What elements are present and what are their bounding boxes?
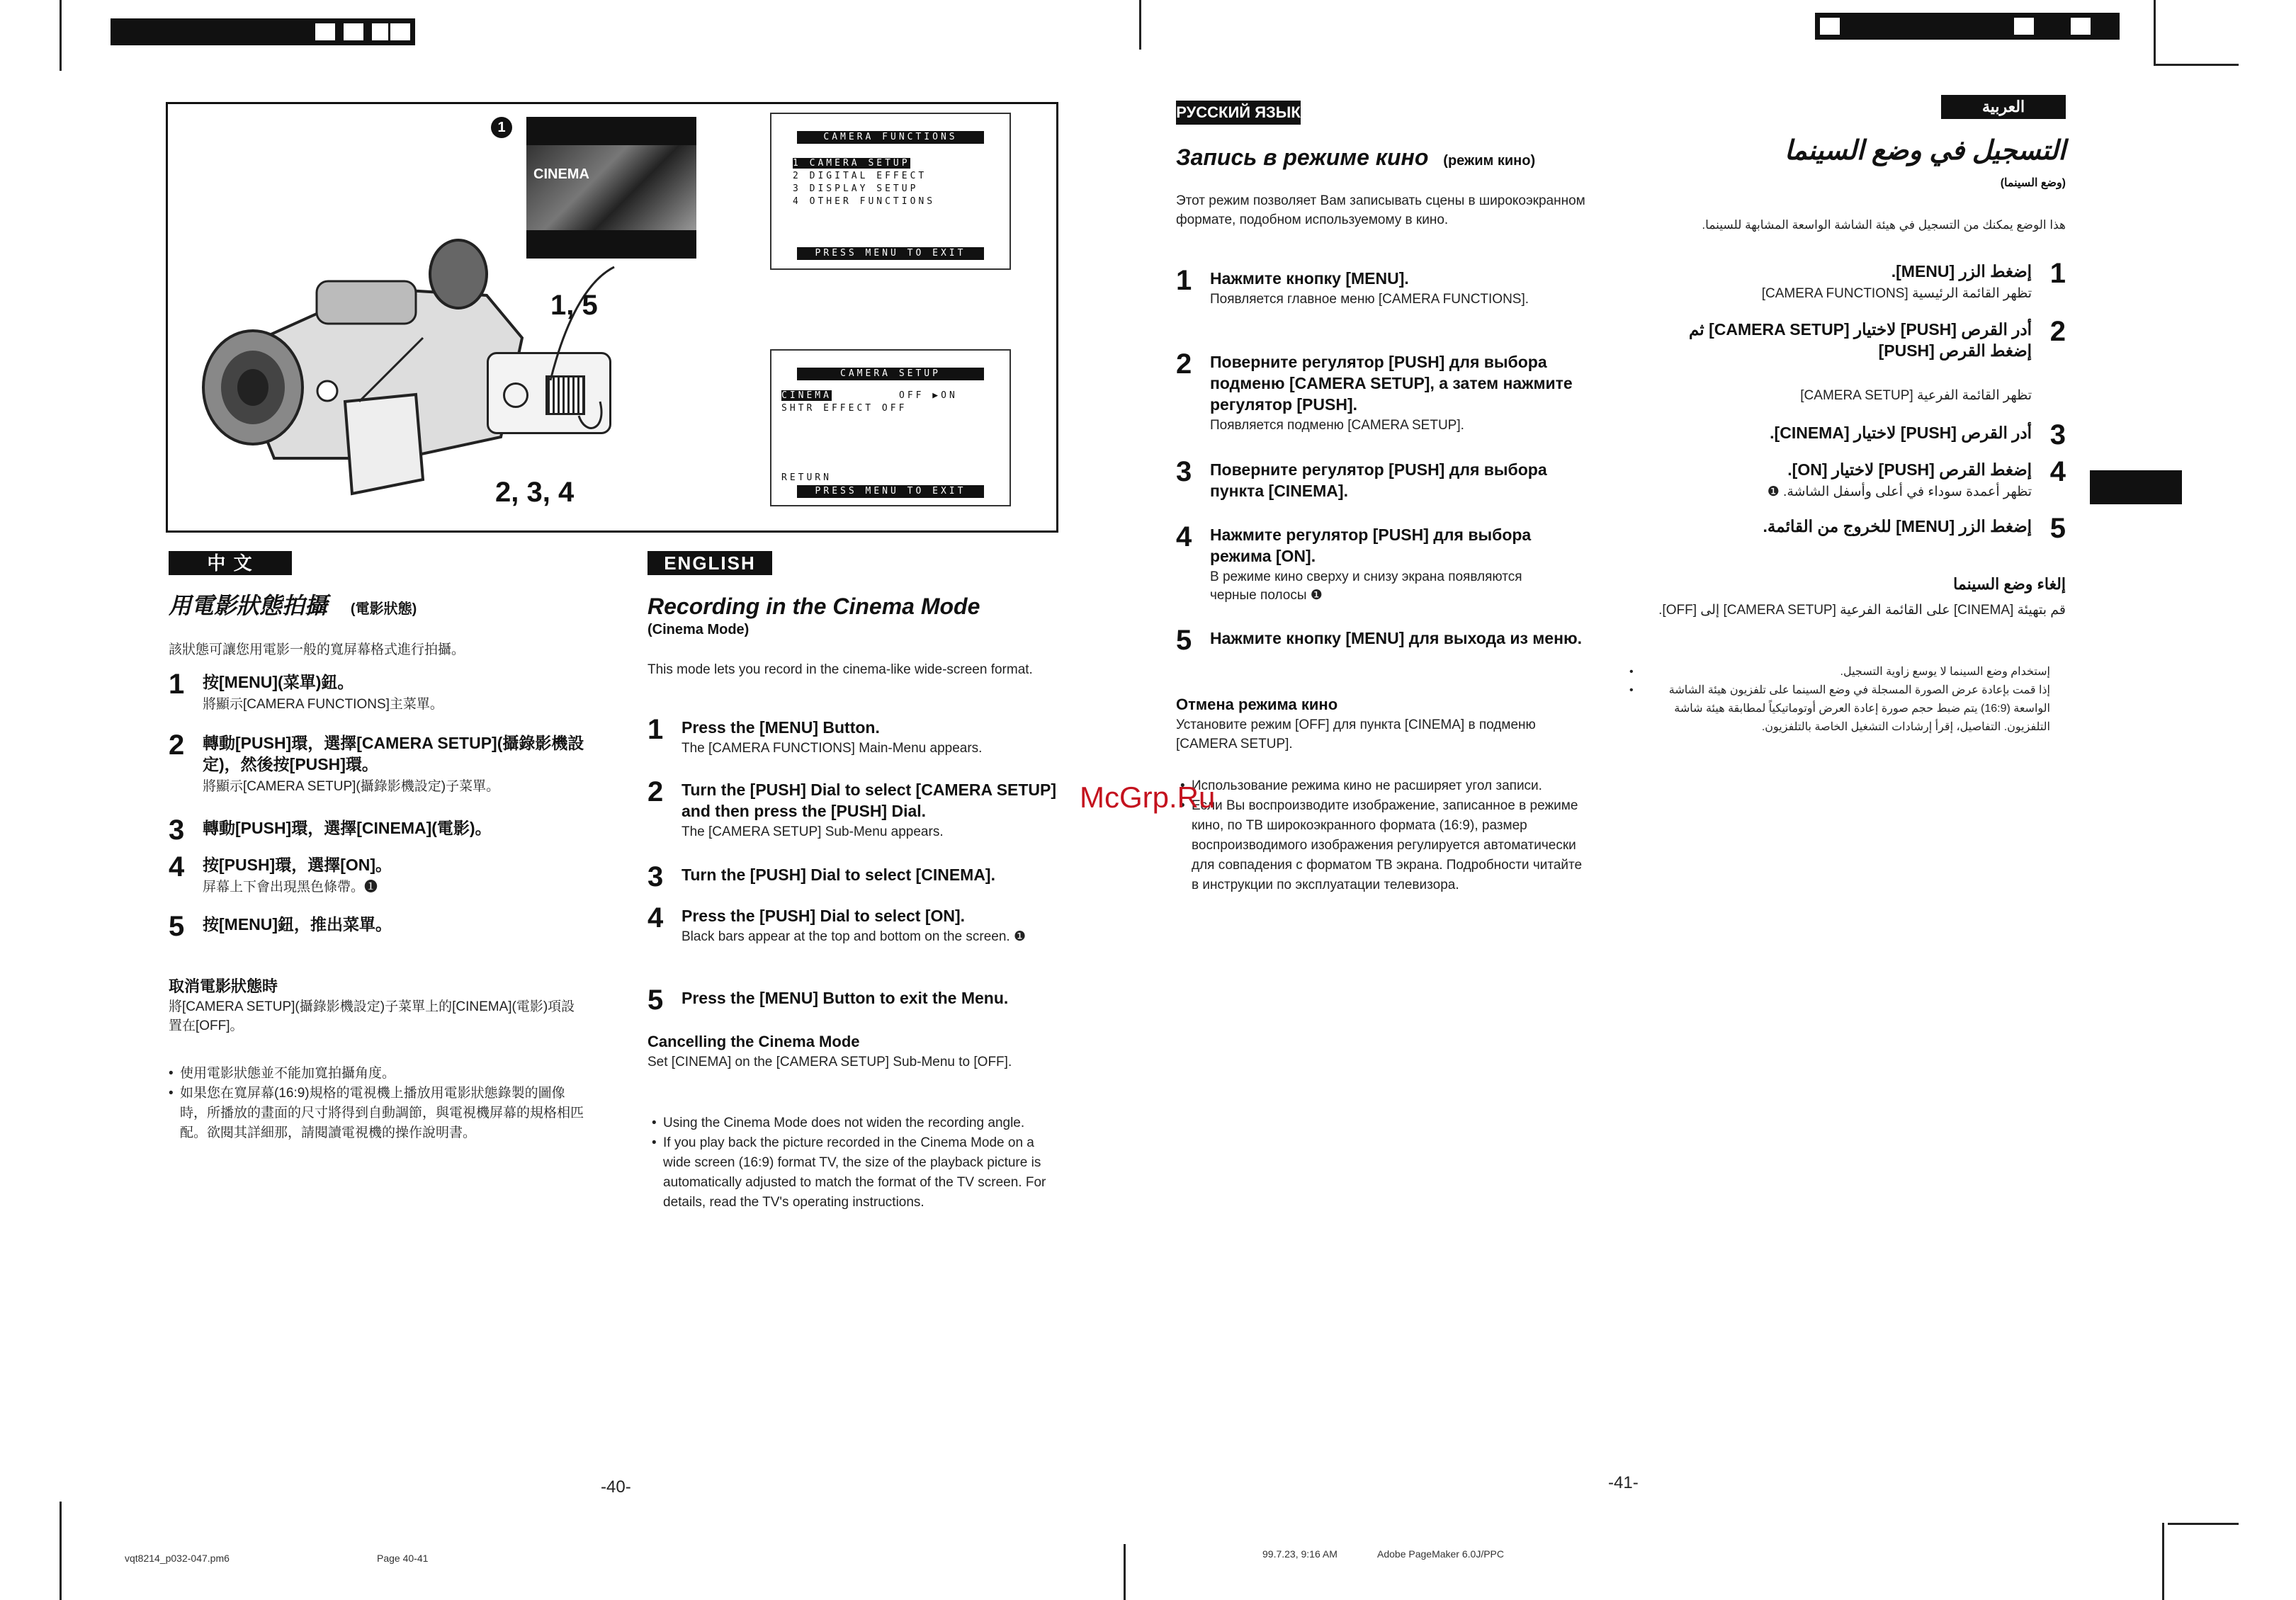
chinese-cancel-heading: 取消電影狀態時 [169, 977, 278, 995]
illustration-frame [166, 102, 1058, 533]
step-text: Press the [MENU] Button to exit the Menu. [682, 989, 1009, 1007]
step-number: 3 [169, 815, 185, 846]
crop-mark-right-h [2154, 64, 2239, 66]
step-note: Black bars appear at the top and bottom on the screen. ❶ [682, 929, 1026, 944]
callout-1-5: 1, 5 [550, 290, 598, 321]
step-text: 按[MENU]鈕，推出菜單。 [203, 915, 392, 934]
step-text: أدر القرص [PUSH] لاختيار [CINEMA]. [1770, 424, 2032, 442]
step-note: The [CAMERA FUNCTIONS] Main-Menu appears. [682, 741, 983, 756]
english-notes [652, 1113, 1063, 1213]
cinema-preview-image [526, 117, 696, 259]
crop-mark-bottom-left [60, 1502, 62, 1600]
step-number: 1 [647, 714, 664, 745]
badge-1: 1 [491, 117, 512, 138]
step-note: Появляется подменю [CAMERA SETUP]. [1210, 418, 1464, 433]
step-text: Press the [MENU] Button. [682, 718, 880, 737]
note-item: • إستخدام وضع السينما لا يوسع زاوية التسجيل. [1629, 663, 2062, 681]
menu2-title: CAMERA SETUP [797, 368, 984, 380]
crop-mark-center [1139, 0, 1141, 50]
camera-setup-menu-screen [770, 349, 1011, 506]
step-number: 3 [647, 861, 664, 892]
step-number: 5 [169, 911, 185, 942]
step-text: Turn the [PUSH] Dial to select [CAMERA SETUP] and then press the [PUSH] Dial. [682, 781, 1057, 820]
step-number: 5 [1176, 625, 1192, 656]
step-number: 5 [647, 985, 664, 1016]
english-intro: This mode lets you record in the cinema-like wide-screen format. [647, 662, 1033, 677]
note-item: • 如果您在寬屏幕(16:9)規格的電視機上播放用電影狀態錄製的圖像時，所播放的畫面的尺寸將得到自動調節，與電視機屏幕的規格相匹配。欲閱其詳細那，請閱讀電視機的操作說明書。 [169, 1084, 587, 1143]
menu2-cinema-label: CINEMA [781, 390, 832, 401]
step-text: Turn the [PUSH] Dial to select [CINEMA]. [682, 866, 995, 884]
menu1-item: 1 CAMERA SETUP [793, 158, 910, 169]
crop-mark-left [60, 0, 62, 71]
english-cancel-body: Set [CINEMA] on the [CAMERA SETUP] Sub-Menu to [OFF]. [647, 1055, 1012, 1069]
russian-cancel-body: Установите режим [OFF] для пункта [CINEMA] в подменю [CAMERA SETUP]. [1176, 717, 1536, 751]
footer-file: vqt8214_p032-047.pm6 [125, 1553, 230, 1564]
menu1-footer: PRESS MENU TO EXIT [797, 247, 984, 260]
step-number: 1 [169, 669, 185, 700]
russian-tag: РУССКИЙ ЯЗЫК [1176, 101, 1301, 125]
step-text: 轉動[PUSH]環，選擇[CAMERA SETUP](攝錄影機設定)，然後按[PUSH]環。 [203, 734, 584, 773]
header-box [1818, 16, 1842, 37]
arabic-notes [1629, 663, 2062, 737]
arabic-cancel-body: قم بتهيئة [CINEMA] على القائمة الفرعية [CAMERA SETUP] إلى [OFF]. [1658, 603, 2066, 618]
menu2-shtr-effect: SHTR EFFECT OFF [781, 403, 907, 414]
russian-title-small: (режим кино) [1443, 153, 1536, 169]
step-text: أدر القرص [PUSH] لاختيار [CAMERA SETUP] ثم إضغط القرص [PUSH] [1689, 320, 2032, 360]
step-note: تظهر أعمدة سوداء في أعلى وأسفل الشاشة. ❶ [1767, 484, 2032, 499]
header-box [388, 21, 412, 42]
step-note: 將顯示[CAMERA SETUP](攝錄影機設定)子菜單。 [203, 779, 500, 794]
header-box [313, 21, 337, 42]
step-text: Поверните регулятор [PUSH] для выбора подменю [CAMERA SETUP], а затем нажмите регулятор [PUSH]. [1210, 353, 1573, 414]
russian-notes [1180, 776, 1591, 895]
step-text: Press the [PUSH] Dial to select [ON]. [682, 907, 966, 925]
step-number: 5 [2049, 513, 2066, 544]
step-note: В режиме кино сверху и снизу экрана появляются черные полосы ❶ [1210, 569, 1522, 603]
chinese-intro: 該狀態可讓您用電影一般的寬屏幕格式進行拍攝。 [169, 642, 465, 657]
step-number: 2 [647, 776, 664, 807]
note-item: • Using the Cinema Mode does not widen the recording angle. [652, 1113, 1063, 1133]
menu2-cinema-values: OFF ▶ON [899, 390, 958, 401]
step-note: تظهر القائمة الرئيسية [CAMERA FUNCTIONS] [1761, 286, 2032, 301]
footer-page: Page 40-41 [377, 1553, 429, 1564]
chinese-title-text: 用電影狀態拍攝 [169, 593, 328, 618]
step-number: 3 [1176, 456, 1192, 487]
chinese-title [169, 588, 417, 620]
step-note: 屏幕上下會出現黑色條帶。❶ [203, 880, 378, 895]
step-note: Появляется главное меню [CAMERA FUNCTIONS]. [1210, 292, 1529, 307]
step-number: 3 [2049, 419, 2066, 450]
chinese-title-small: (電影狀態) [350, 601, 417, 617]
crop-mark-bottom-right-h [2168, 1523, 2239, 1525]
step-number: 1 [2049, 258, 2066, 289]
footer-app: Adobe PageMaker 6.0J/PPC [1377, 1548, 1504, 1560]
english-tag: ENGLISH [647, 551, 772, 575]
chinese-cancel-body: 將[CAMERA SETUP](攝錄影機設定)子菜單上的[CINEMA](電影)項設置在[OFF]。 [169, 999, 575, 1033]
footer-stamp: 99.7.23, 9:16 AM [1262, 1548, 1338, 1560]
menu2-footer: PRESS MENU TO EXIT [797, 485, 984, 498]
note-item: • إذا قمت بإعادة عرض الصورة المسجلة في وضع السينما على تلفزيون هيئة الشاشة الواسعة (16:9) يتم ضبط حجم صورة إعادة العرض أوتوماتيكياً لمطابقة هيئة شاشة التلفزيون. التفاصيل، إقرأ إرشادات التشغيل الخاصة بالتلفزيون. [1629, 681, 2062, 737]
watermark: McGrp.Ru [1080, 781, 1216, 814]
arabic-intro: هذا الوضع يمكنك من التسجيل في هيئة الشاشة الواسعة المشابهة للسينما. [1702, 218, 2066, 232]
note-item: • Если Вы воспроизводите изображение, записанное в режиме кино, по ТВ широкоэкранного формата (16:9), размер воспроизводимого изображения регулируется автоматически для совпадения с форматом ТВ экрана. Подробности читайте в инструкции по эксплуатации телевизора. [1180, 796, 1591, 895]
step-text: Нажмите кнопку [MENU]. [1210, 269, 1409, 288]
crop-mark-right [2154, 0, 2156, 64]
russian-cancel-heading: Отмена режима кино [1176, 696, 1338, 713]
step-note: The [CAMERA SETUP] Sub-Menu appears. [682, 824, 944, 839]
page-number-right: -41- [1608, 1473, 1639, 1492]
side-tab [2090, 470, 2182, 504]
step-text: Нажмите кнопку [MENU] для выхода из меню. [1210, 629, 1583, 647]
note-item: • 使用電影狀態並不能加寬拍攝角度。 [169, 1064, 587, 1084]
step-text: إضغط الزر [MENU]. [1891, 262, 2032, 280]
step-number: 2 [2049, 316, 2066, 347]
note-item: • If you play back the picture recorded in the Cinema Mode on a wide screen (16:9) format TV, the size of the playback picture is automatically adjusted to match the format of the TV screen. For details, read the TV's operating instructions. [652, 1133, 1063, 1213]
arabic-tag: العربية [1941, 95, 2066, 119]
menu1-title: CAMERA FUNCTIONS [797, 131, 984, 144]
chinese-tag: 中 文 [169, 551, 292, 575]
step-text: إضغط القرص [PUSH] لاختيار [ON]. [1787, 460, 2032, 479]
step-text: 按[PUSH]環，選擇[ON]。 [203, 856, 392, 874]
step-text: Поверните регулятор [PUSH] для выбора пункта [CINEMA]. [1210, 460, 1547, 500]
chinese-notes [169, 1064, 587, 1143]
menu1-item: 2 DIGITAL EFFECT [793, 171, 927, 181]
step-text: 按[MENU](菜單)鈕。 [203, 673, 354, 691]
menu1-item: 3 DISPLAY SETUP [793, 183, 919, 194]
step-note: 將顯示[CAMERA FUNCTIONS]主菜單。 [203, 697, 443, 712]
note-item: • Использование режима кино не расширяет угол записи. [1180, 776, 1591, 796]
crop-mark-bottom-center [1124, 1544, 1126, 1600]
step-number: 2 [1176, 348, 1192, 380]
english-subtitle: (Cinema Mode) [647, 622, 750, 637]
russian-intro: Этот режим позволяет Вам записывать сцены в широкоэкранном формате, подобном используемому в кино. [1176, 193, 1585, 227]
arabic-title: التسجيل في وضع السينما [1784, 136, 2066, 166]
step-number: 4 [2049, 456, 2066, 487]
menu1-item: 4 OTHER FUNCTIONS [793, 196, 936, 207]
english-title: Recording in the Cinema Mode [647, 594, 980, 619]
step-number: 4 [647, 902, 664, 934]
camera-functions-menu-screen [770, 113, 1011, 270]
menu2-return: RETURN [781, 472, 832, 483]
cinema-label: CINEMA [533, 166, 589, 182]
step-note: تظهر القائمة الفرعية [CAMERA SETUP] [1800, 388, 2032, 403]
crop-mark-bottom-right [2162, 1523, 2164, 1600]
page-number-left: -40- [601, 1477, 631, 1497]
step-text: إضغط الزر [MENU] للخروج من القائمة. [1763, 517, 2032, 535]
english-cancel-heading: Cancelling the Cinema Mode [647, 1033, 860, 1050]
header-box [341, 21, 366, 42]
step-text: Нажмите регулятор [PUSH] для выбора режима [ON]. [1210, 526, 1532, 565]
arabic-cancel-heading: إلغاء وضع السينما [1953, 575, 2066, 593]
step-number: 4 [1176, 521, 1192, 552]
callout-2-3-4: 2, 3, 4 [495, 477, 575, 508]
header-box [2012, 16, 2036, 37]
step-text: 轉動[PUSH]環，選擇[CINEMA](電影)。 [203, 819, 492, 837]
russian-title [1176, 144, 1535, 171]
russian-title-text: Запись в режиме кино [1176, 144, 1429, 170]
step-number: 1 [1176, 265, 1192, 296]
arabic-title-small: (وضع السينما) [2000, 177, 2066, 189]
header-box [2069, 16, 2093, 37]
step-number: 2 [169, 730, 185, 761]
step-number: 4 [169, 851, 185, 883]
